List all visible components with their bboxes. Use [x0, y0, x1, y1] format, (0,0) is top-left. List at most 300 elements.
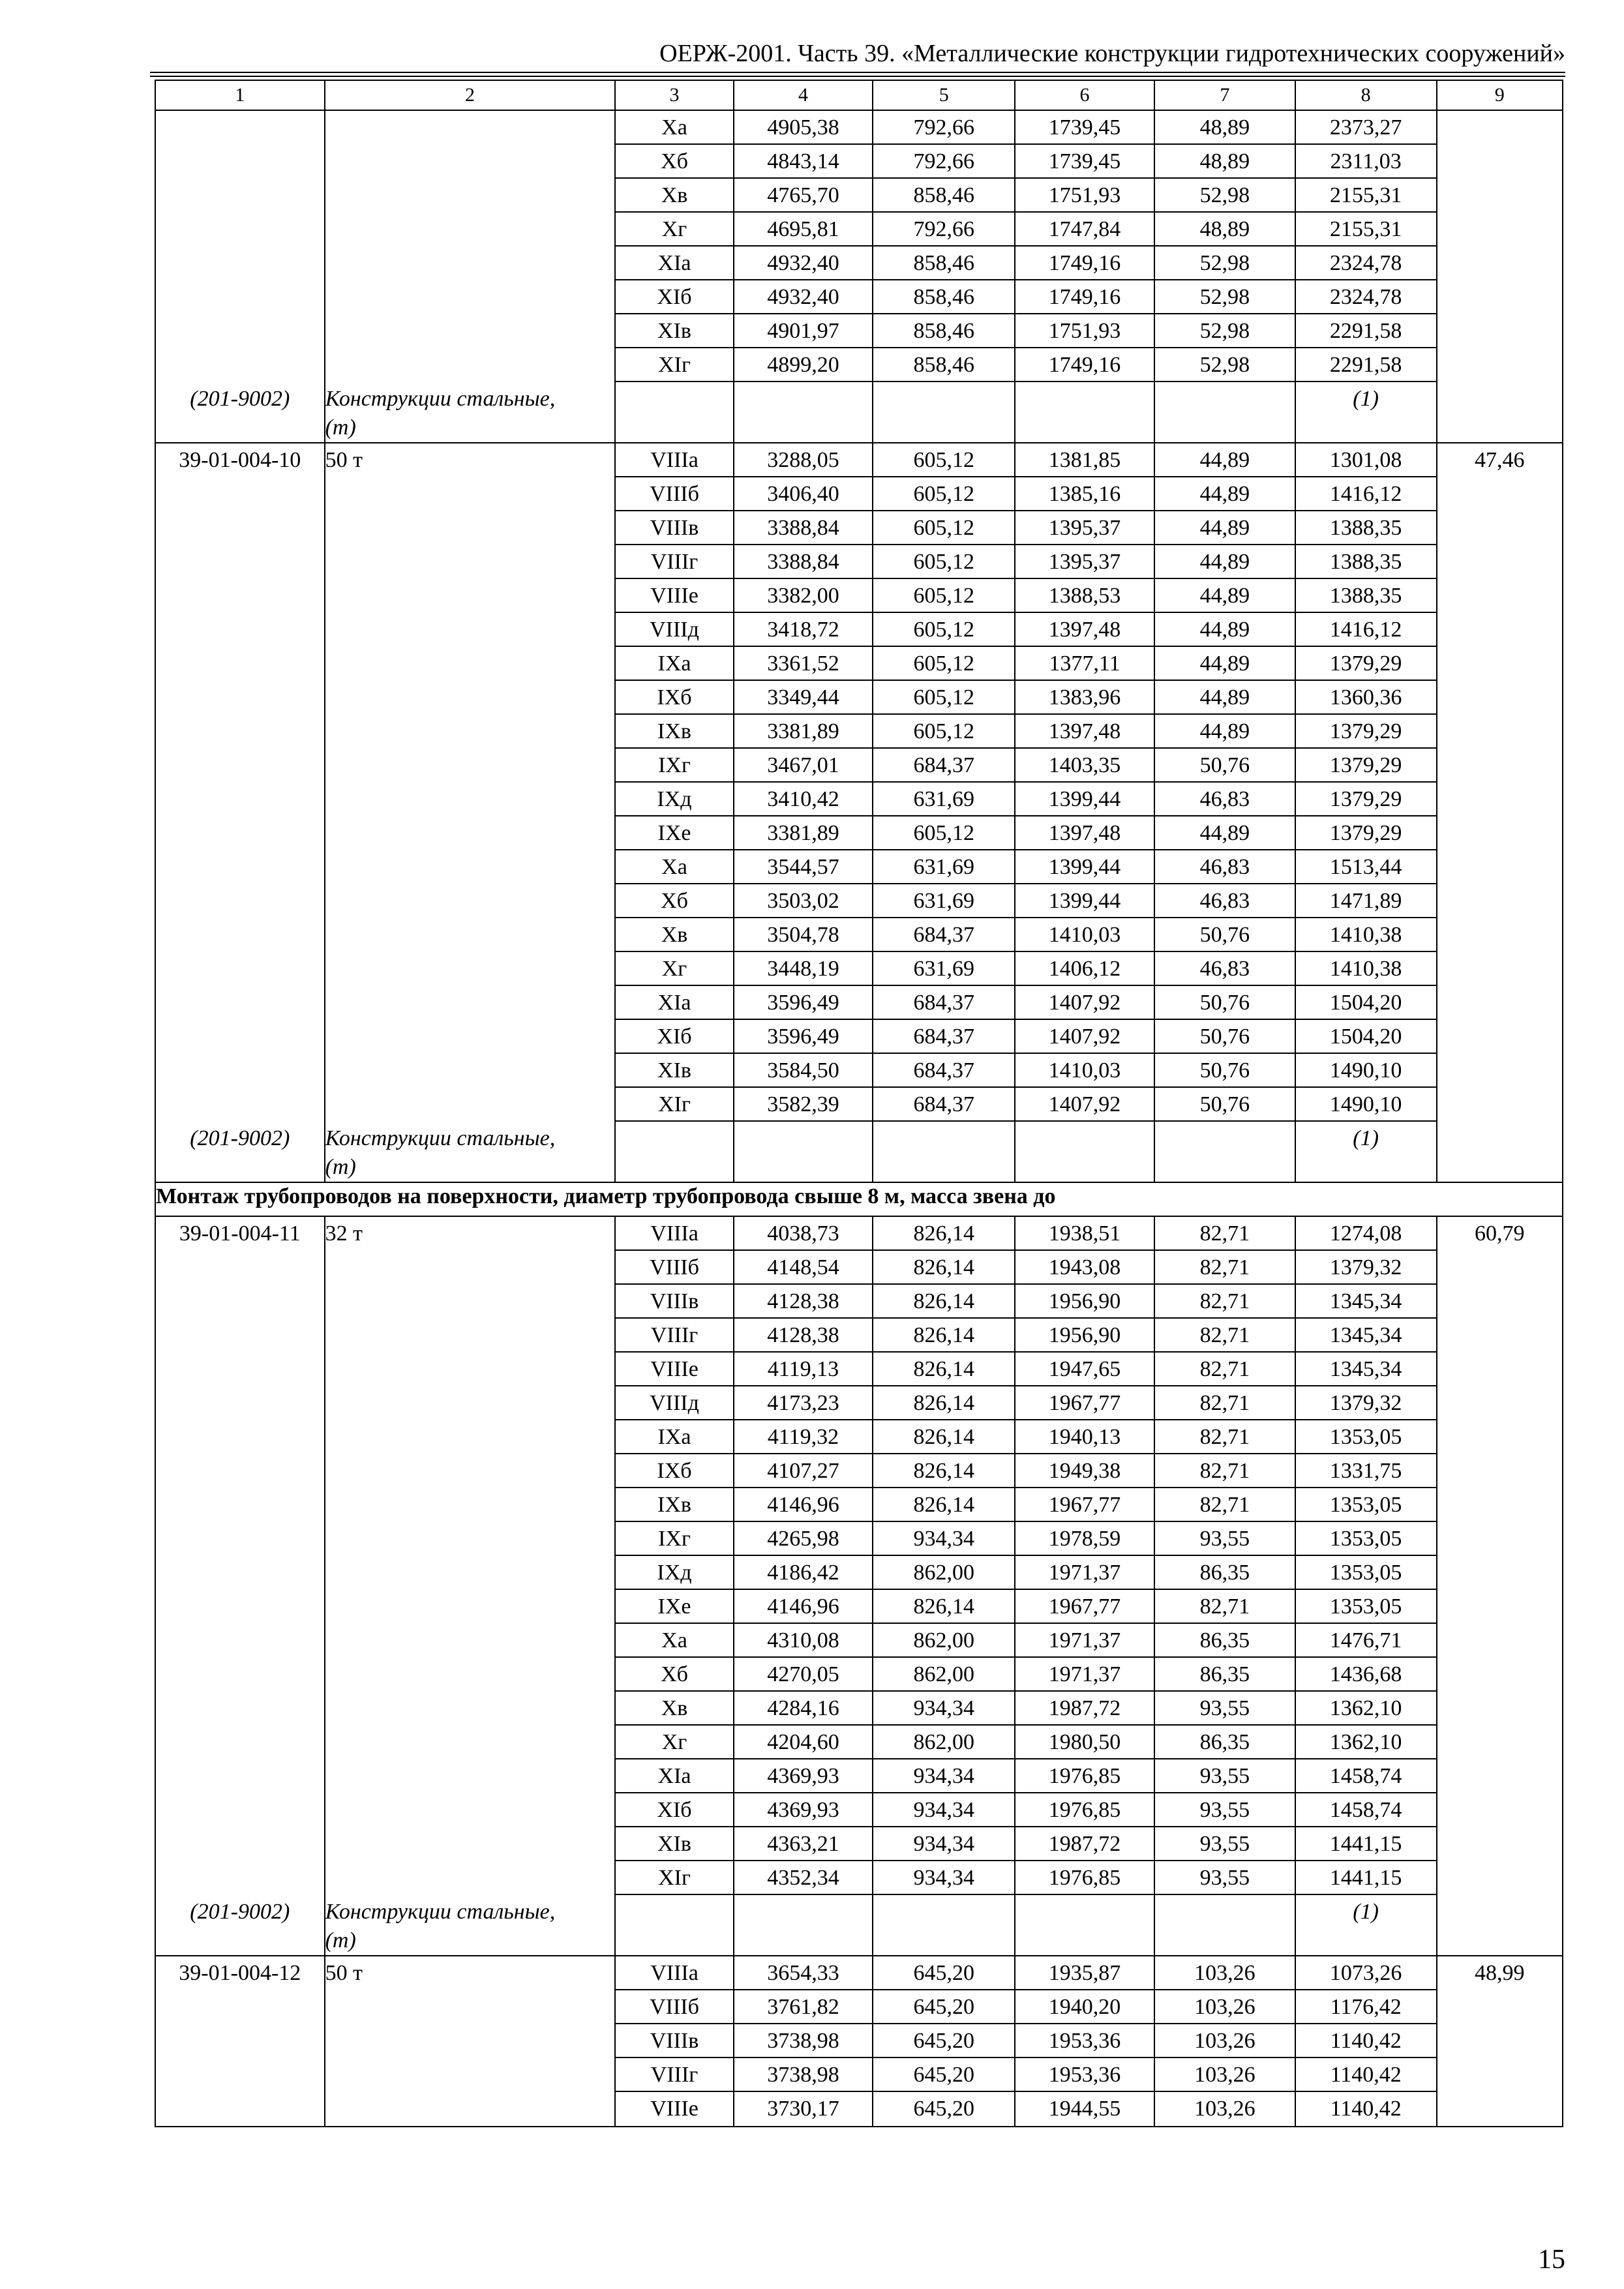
spacer — [156, 145, 324, 382]
header-rule-bottom — [150, 76, 1565, 77]
value-cell: 934,34 — [873, 1861, 1014, 1895]
value-cell: 4146,96 — [734, 1590, 873, 1624]
rate-code — [156, 111, 324, 145]
value-cell: 4765,70 — [734, 179, 873, 213]
value-cell: IXе — [616, 1590, 732, 1624]
value-cell: 2155,31 — [1296, 179, 1436, 213]
value-cell: 826,14 — [873, 1251, 1014, 1285]
value-cell: 3382,00 — [734, 579, 873, 613]
value-cell: 1987,72 — [1015, 1827, 1154, 1861]
value-column-5 — [873, 443, 1015, 1182]
value-cell: 1751,93 — [1015, 179, 1154, 213]
rate-group — [155, 110, 1563, 443]
rate-total-cell — [1437, 443, 1563, 1182]
section-heading: Монтаж трубопроводов на поверхности, диаметр трубопровода свыше 8 м, масса звена до — [155, 1182, 1563, 1216]
header-rule-top — [150, 72, 1565, 73]
value-cell: 50,76 — [1155, 1088, 1295, 1122]
value-cell: XIг — [616, 1088, 732, 1122]
value-cell: 3410,42 — [734, 783, 873, 816]
rate-code: 39-01-004-11 — [179, 1221, 301, 1246]
value-cell: 86,35 — [1155, 1624, 1295, 1658]
value-cell: 1935,87 — [1015, 1956, 1154, 1990]
value-cell: 631,69 — [873, 850, 1014, 884]
value-cell: 1976,85 — [1015, 1759, 1154, 1793]
value-cell: 1395,37 — [1015, 511, 1154, 545]
value-cell: 1967,77 — [1015, 1488, 1154, 1522]
value-cell: 1407,92 — [1015, 986, 1154, 1020]
value-cell: 862,00 — [873, 1726, 1014, 1759]
column-number: 1 — [155, 80, 325, 110]
value-cell: VIIIд — [616, 1386, 732, 1420]
value-cell: 1471,89 — [1296, 884, 1436, 918]
value-cell: 1956,90 — [1015, 1285, 1154, 1319]
material-qty: (1) — [1353, 387, 1379, 411]
value-cell: VIIIг — [616, 2058, 732, 2092]
value-cell: XIа — [616, 247, 732, 280]
value-cell: 4204,60 — [734, 1726, 873, 1759]
value-cell: 82,71 — [1155, 1353, 1295, 1386]
rate-total: 48,99 — [1475, 1961, 1525, 1985]
value-cell: 934,34 — [873, 1759, 1014, 1793]
value-cell: 605,12 — [873, 613, 1014, 647]
value-cell: 1949,38 — [1015, 1454, 1154, 1488]
value-cell: 1458,74 — [1296, 1793, 1436, 1827]
value-cell: 2324,78 — [1296, 247, 1436, 280]
value-cell: 103,26 — [1155, 2024, 1295, 2058]
value-cell: 1379,32 — [1296, 1251, 1436, 1285]
value-cell: 93,55 — [1155, 1759, 1295, 1793]
value-cell: 44,89 — [1155, 545, 1295, 579]
value-cell: IXг — [616, 749, 732, 783]
value-cell: 44,89 — [1155, 579, 1295, 613]
value-cell: 52,98 — [1155, 280, 1295, 314]
value-cell: 3654,33 — [734, 1956, 873, 1990]
column-number: 3 — [615, 80, 733, 110]
value-cell: 46,83 — [1155, 884, 1295, 918]
value-cell: 1967,77 — [1015, 1590, 1154, 1624]
rate-code-cell — [155, 1216, 325, 1956]
value-column-6 — [1015, 1216, 1154, 1956]
value-cell: 50,76 — [1155, 986, 1295, 1020]
empty-cell — [1155, 1895, 1295, 1929]
rate-group — [155, 1956, 1563, 2127]
value-column-3 — [615, 110, 733, 443]
value-cell: Xв — [616, 1692, 732, 1726]
rate-name: 50 т — [325, 1961, 363, 1985]
value-cell: Xг — [616, 213, 732, 247]
value-cell: 3738,98 — [734, 2058, 873, 2092]
value-cell: IXв — [616, 715, 732, 749]
value-cell: 934,34 — [873, 1793, 1014, 1827]
value-cell: 82,71 — [1155, 1386, 1295, 1420]
value-cell: 1751,93 — [1015, 314, 1154, 348]
value-cell: 858,46 — [873, 280, 1014, 314]
empty-cell — [734, 1895, 873, 1929]
value-cell: 4038,73 — [734, 1217, 873, 1251]
value-cell: 1385,16 — [1015, 477, 1154, 511]
value-cell: 605,12 — [873, 545, 1014, 579]
value-cell: 1388,35 — [1296, 579, 1436, 613]
value-cell: 1397,48 — [1015, 715, 1154, 749]
value-cell: 4107,27 — [734, 1454, 873, 1488]
value-cell: 3503,02 — [734, 884, 873, 918]
value-cell: 1980,50 — [1015, 1726, 1154, 1759]
rate-name-cell — [325, 1956, 616, 2127]
value-cell: XIг — [616, 348, 732, 382]
value-cell: 3288,05 — [734, 443, 873, 477]
value-cell: 48,89 — [1155, 111, 1295, 145]
value-cell: Xа — [616, 1624, 732, 1658]
value-cell: 44,89 — [1155, 443, 1295, 477]
value-cell: 1940,13 — [1015, 1420, 1154, 1454]
value-cell: VIIIб — [616, 1251, 732, 1285]
rates-table-body — [155, 80, 1563, 2127]
value-cell: 1379,32 — [1296, 1386, 1436, 1420]
value-cell: 631,69 — [873, 884, 1014, 918]
value-cell: VIIIв — [616, 511, 732, 545]
value-cell: 1944,55 — [1048, 2097, 1121, 2121]
value-cell: 86,35 — [1155, 1726, 1295, 1759]
value-cell: 1353,05 — [1296, 1420, 1436, 1454]
value-cell: 4899,20 — [734, 348, 873, 382]
value-cell: 3349,44 — [734, 681, 873, 715]
value-cell: 1978,59 — [1015, 1522, 1154, 1556]
value-column-3 — [615, 1956, 733, 2127]
value-cell: 4352,34 — [734, 1861, 873, 1895]
value-cell: 1397,48 — [1015, 816, 1154, 850]
value-cell: 48,89 — [1155, 145, 1295, 179]
value-cell: 1377,11 — [1015, 647, 1154, 681]
value-cell: 4843,14 — [734, 145, 873, 179]
column-numbers-row — [155, 80, 1563, 110]
value-cell: 792,66 — [873, 145, 1014, 179]
material-name: Конструкции стальные, — [325, 1126, 556, 1150]
value-cell: 2324,78 — [1296, 280, 1436, 314]
value-column-8 — [1295, 443, 1437, 1182]
value-cell: 4186,42 — [734, 1556, 873, 1590]
value-cell: 82,71 — [1155, 1454, 1295, 1488]
value-cell: 605,12 — [873, 477, 1014, 511]
value-cell: 3381,89 — [734, 816, 873, 850]
value-cell: IXг — [616, 1522, 732, 1556]
value-cell: 1940,20 — [1015, 1990, 1154, 2024]
value-cell: 82,71 — [1155, 1488, 1295, 1522]
column-number: 6 — [1015, 80, 1154, 110]
value-cell: IXа — [616, 1420, 732, 1454]
value-column-5 — [873, 1216, 1015, 1956]
value-cell: 1399,44 — [1015, 850, 1154, 884]
value-cell: 1739,45 — [1015, 111, 1154, 145]
value-cell: VIIIе — [616, 579, 732, 613]
value-cell: IXд — [616, 1556, 732, 1590]
spacer — [325, 145, 615, 382]
value-cell: 1140,42 — [1296, 2058, 1436, 2092]
value-cell: 858,46 — [873, 247, 1014, 280]
value-cell: 3584,50 — [734, 1054, 873, 1088]
value-cell: 1976,85 — [1015, 1861, 1154, 1895]
spacer — [325, 1251, 615, 1895]
material-code: (201-9002) — [190, 387, 290, 411]
value-cell: IXа — [616, 647, 732, 681]
value-cell: 4148,54 — [734, 1251, 873, 1285]
rate-group — [155, 1216, 1563, 1956]
value-cell: 1943,08 — [1015, 1251, 1154, 1285]
value-cell: 2291,58 — [1296, 348, 1436, 382]
value-cell: 1749,16 — [1015, 247, 1154, 280]
value-cell: VIIIа — [616, 443, 732, 477]
empty-cell — [1015, 1895, 1154, 1929]
value-cell: 1953,36 — [1015, 2058, 1154, 2092]
value-cell: 4932,40 — [734, 280, 873, 314]
value-cell: 1379,29 — [1296, 749, 1436, 783]
rate-code: 39-01-004-12 — [179, 1961, 301, 1985]
value-cell: 934,34 — [873, 1827, 1014, 1861]
value-cell: 1360,36 — [1296, 681, 1436, 715]
value-cell: 103,26 — [1155, 1990, 1295, 2024]
value-cell: 792,66 — [873, 213, 1014, 247]
value-cell: 3582,39 — [734, 1088, 873, 1122]
value-cell: 1747,84 — [1015, 213, 1154, 247]
value-cell: VIIIб — [616, 477, 732, 511]
empty-cell — [873, 382, 1014, 416]
value-cell: 1388,53 — [1015, 579, 1154, 613]
value-cell: Xг — [616, 952, 732, 986]
value-cell: 1379,29 — [1296, 816, 1436, 850]
value-cell: 1353,05 — [1296, 1556, 1436, 1590]
value-cell: 50,76 — [1155, 749, 1295, 783]
value-cell: 1749,16 — [1015, 348, 1154, 382]
value-cell: 93,55 — [1155, 1793, 1295, 1827]
value-column-3 — [615, 1216, 733, 1956]
value-column-8 — [1295, 1216, 1437, 1956]
value-cell: 4369,93 — [734, 1793, 873, 1827]
value-cell: 1176,42 — [1296, 1990, 1436, 2024]
value-cell: 2291,58 — [1296, 314, 1436, 348]
value-cell: IXб — [616, 681, 732, 715]
value-cell: 631,69 — [873, 783, 1014, 816]
value-column-5 — [873, 1956, 1015, 2127]
value-cell: 605,12 — [873, 681, 1014, 715]
value-cell: 4284,16 — [734, 1692, 873, 1726]
empty-cell — [1015, 382, 1154, 416]
value-cell: 4905,38 — [734, 111, 873, 145]
value-cell: 3761,82 — [734, 1990, 873, 2024]
value-cell: VIIIа — [616, 1956, 732, 1990]
value-cell: 1353,05 — [1296, 1522, 1436, 1556]
value-cell: VIIIг — [616, 1319, 732, 1353]
rate-total-cell — [1437, 1216, 1563, 1956]
value-cell: 4932,40 — [734, 247, 873, 280]
value-cell: 826,14 — [873, 1217, 1014, 1251]
rate-name-cell — [325, 110, 616, 443]
value-cell: VIIIв — [616, 1285, 732, 1319]
value-cell: 44,89 — [1155, 477, 1295, 511]
value-cell: 48,89 — [1155, 213, 1295, 247]
value-cell: XIб — [616, 1793, 732, 1827]
value-cell: XIв — [616, 1827, 732, 1861]
value-cell: 1353,05 — [1296, 1488, 1436, 1522]
empty-cell — [1155, 382, 1295, 416]
value-cell: 4146,96 — [734, 1488, 873, 1522]
value-cell: 3544,57 — [734, 850, 873, 884]
value-cell: 1987,72 — [1015, 1692, 1154, 1726]
value-cell: 858,46 — [873, 348, 1014, 382]
section-heading-row — [155, 1182, 1563, 1216]
value-cell: 1749,16 — [1015, 280, 1154, 314]
value-cell: 684,37 — [873, 918, 1014, 952]
value-cell: XIб — [616, 1020, 732, 1054]
page-header: ОЕРЖ-2001. Часть 39. «Металлические конструкции гидротехнических сооружений» — [659, 40, 1565, 67]
value-cell: 44,89 — [1155, 613, 1295, 647]
value-column-6 — [1015, 110, 1154, 443]
value-cell: 1410,38 — [1296, 918, 1436, 952]
value-cell: 826,14 — [873, 1590, 1014, 1624]
value-cell: 82,71 — [1155, 1420, 1295, 1454]
value-cell: 1073,26 — [1296, 1956, 1436, 1990]
value-cell: 1379,29 — [1296, 783, 1436, 816]
value-cell: 1403,35 — [1015, 749, 1154, 783]
value-cell: 4363,21 — [734, 1827, 873, 1861]
value-cell: 605,12 — [873, 443, 1014, 477]
value-cell: 1140,42 — [1330, 2097, 1402, 2121]
value-cell: 1345,34 — [1296, 1353, 1436, 1386]
value-cell: 82,71 — [1155, 1319, 1295, 1353]
rate-name-cell — [325, 1216, 616, 1956]
value-cell: 1441,15 — [1296, 1827, 1436, 1861]
empty-cell — [734, 382, 873, 416]
value-cell: Xб — [616, 1658, 732, 1692]
value-cell: 4128,38 — [734, 1285, 873, 1319]
value-cell: 1353,05 — [1296, 1590, 1436, 1624]
value-column-6 — [1015, 1956, 1154, 2127]
value-column-4 — [734, 443, 873, 1182]
value-cell: 1395,37 — [1015, 545, 1154, 579]
spacer — [325, 477, 615, 1122]
value-cell: XIб — [616, 280, 732, 314]
value-cell: VIIIв — [616, 2024, 732, 2058]
value-cell: IXе — [616, 816, 732, 850]
value-cell: 4369,93 — [734, 1759, 873, 1793]
value-cell: 1416,12 — [1296, 613, 1436, 647]
rate-total-cell — [1437, 110, 1563, 443]
value-cell: 44,89 — [1155, 511, 1295, 545]
value-cell: 44,89 — [1155, 681, 1295, 715]
value-cell: 2155,31 — [1296, 213, 1436, 247]
value-cell: 1140,42 — [1296, 2024, 1436, 2058]
value-cell: 1967,77 — [1015, 1386, 1154, 1420]
value-cell: 1513,44 — [1296, 850, 1436, 884]
value-cell: XIг — [616, 1861, 732, 1895]
value-cell: 4128,38 — [734, 1319, 873, 1353]
value-cell: IXб — [616, 1454, 732, 1488]
value-cell: VIIIе — [650, 2097, 699, 2121]
value-cell: 93,55 — [1155, 1827, 1295, 1861]
value-cell: 684,37 — [873, 1020, 1014, 1054]
rate-name: 32 т — [325, 1221, 363, 1246]
value-cell: 46,83 — [1155, 850, 1295, 884]
value-cell: 3467,01 — [734, 749, 873, 783]
value-cell: 93,55 — [1155, 1861, 1295, 1895]
value-cell: 86,35 — [1155, 1658, 1295, 1692]
value-cell: XIа — [616, 986, 732, 1020]
value-cell: 862,00 — [873, 1556, 1014, 1590]
material-unit: (т) — [325, 1155, 356, 1179]
value-cell: 103,26 — [1155, 2058, 1295, 2092]
value-cell: 3418,72 — [734, 613, 873, 647]
value-cell: 1410,38 — [1296, 952, 1436, 986]
empty-cell — [616, 1122, 732, 1156]
value-cell: VIIIа — [616, 1217, 732, 1251]
value-cell: 86,35 — [1155, 1556, 1295, 1590]
value-cell: 858,46 — [873, 179, 1014, 213]
rate-total-cell — [1437, 1956, 1563, 2127]
value-cell: 792,66 — [873, 111, 1014, 145]
rates-table — [155, 80, 1563, 2127]
value-cell: 826,14 — [873, 1488, 1014, 1522]
rate-total — [1437, 111, 1562, 145]
rate-name: 50 т — [325, 448, 363, 472]
value-column-7 — [1154, 110, 1295, 443]
value-cell: Xа — [616, 850, 732, 884]
value-cell: 826,14 — [873, 1353, 1014, 1386]
column-number: 5 — [873, 80, 1015, 110]
empty-cell — [616, 382, 732, 416]
value-cell: XIв — [616, 314, 732, 348]
value-cell: 1416,12 — [1296, 477, 1436, 511]
rate-total: 47,46 — [1475, 448, 1525, 472]
value-cell: 1490,10 — [1296, 1088, 1436, 1122]
value-cell: 93,55 — [1155, 1692, 1295, 1726]
value-cell: 3730,17 — [767, 2097, 839, 2121]
value-cell: Xб — [616, 145, 732, 179]
value-cell: 82,71 — [1155, 1217, 1295, 1251]
empty-cell — [873, 1122, 1014, 1156]
value-cell: Xв — [616, 179, 732, 213]
material-name: Конструкции стальные, — [325, 1900, 556, 1924]
value-cell: 1274,08 — [1296, 1217, 1436, 1251]
value-cell: 934,34 — [873, 1692, 1014, 1726]
value-cell: 52,98 — [1155, 314, 1295, 348]
value-cell: 1345,34 — [1296, 1285, 1436, 1319]
value-cell: 44,89 — [1155, 816, 1295, 850]
value-cell: 605,12 — [873, 647, 1014, 681]
material-code: (201-9002) — [190, 1126, 290, 1150]
value-cell: 1410,03 — [1015, 918, 1154, 952]
value-cell: XIа — [616, 1759, 732, 1793]
value-cell: 1406,12 — [1015, 952, 1154, 986]
page-number: 15 — [1538, 2245, 1565, 2275]
value-cell: 2311,03 — [1296, 145, 1436, 179]
rate-total: 60,79 — [1475, 1221, 1525, 1246]
value-column-3 — [615, 443, 733, 1182]
column-number: 9 — [1437, 80, 1563, 110]
value-cell: 3448,19 — [734, 952, 873, 986]
value-cell: 826,14 — [873, 1285, 1014, 1319]
value-cell: Xб — [616, 884, 732, 918]
material-unit: (т) — [325, 415, 356, 440]
value-cell: IXв — [616, 1488, 732, 1522]
value-cell: 1345,34 — [1296, 1319, 1436, 1353]
value-cell: 605,12 — [873, 715, 1014, 749]
value-cell: 103,26 — [1155, 1956, 1295, 1990]
value-cell: 1399,44 — [1015, 783, 1154, 816]
value-cell: 3738,98 — [734, 2024, 873, 2058]
column-number: 7 — [1154, 80, 1295, 110]
value-cell: 1379,29 — [1296, 715, 1436, 749]
value-cell: 44,89 — [1155, 715, 1295, 749]
value-cell: 1490,10 — [1296, 1054, 1436, 1088]
value-cell: 3596,49 — [734, 1020, 873, 1054]
